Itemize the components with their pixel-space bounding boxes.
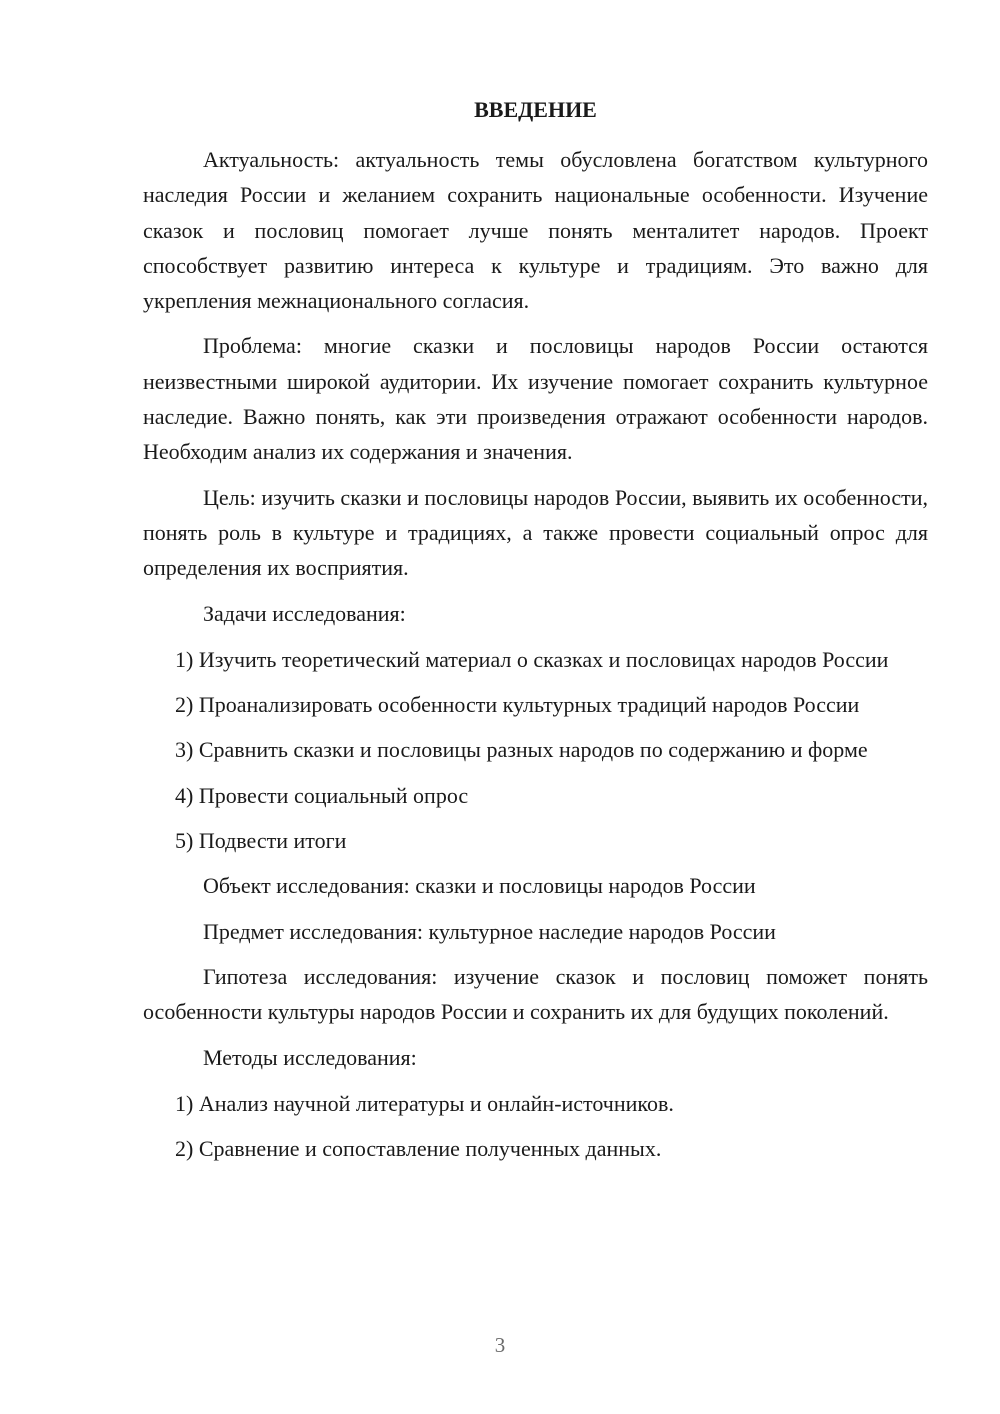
method-item-2: 2) Сравнение и сопоставление полученных данных. [175,1136,662,1162]
task-item-4: 4) Провести социальный опрос [175,782,469,808]
method-item-1: 1) Анализ научной литературы и онлайн-источников. [175,1090,674,1116]
page-number: 3 [494,1333,506,1357]
paragraph-relevance: Актуальность: актуальность темы обусловлена богатством культурного наследия России и желанием сохранить национальные особенности. Изучение сказок и пословиц помогает лучше понять менталитет народов. Проект способствует развитию интереса к культуре и традициям. Это важно для укрепления межнационального согласия. [143,147,928,314]
task-item-2: 2) Проанализировать особенности культурных традиций народов России [175,692,860,718]
section-title: ВВЕДЕНИЕ [474,97,597,122]
document-page [143,92,928,1176]
paragraph-object: Объект исследования: сказки и пословицы народов России [203,873,756,899]
tasks-heading: Задачи исследования: [203,600,406,626]
paragraph-goal: Цель: изучить сказки и пословицы народов России, выявить их особенности, понять роль в культуре и традициях, а также провести социальный опрос для определения их восприятия. [143,484,928,581]
task-item-5: 5) Подвести итоги [175,828,347,854]
paragraph-problem: Проблема: многие сказки и пословицы народов России остаются неизвестными широкой аудитории. Их изучение помогает сохранить культурное наследие. Важно понять, как эти произведения отражают особенности народов. Необходим анализ их содержания и значения. [143,333,928,465]
methods-heading: Методы исследования: [203,1044,417,1070]
paragraph-subject: Предмет исследования: культурное наследие народов России [203,918,776,944]
task-item-3: 3) Сравнить сказки и пословицы разных народов по содержанию и форме [175,737,868,763]
paragraph-hypothesis: Гипотеза исследования: изучение сказок и пословиц поможет понять особенности культуры народов России и сохранить их для будущих поколений. [143,963,928,1025]
task-item-1: 1) Изучить теоретический материал о сказках и пословицах народов России [175,646,889,672]
